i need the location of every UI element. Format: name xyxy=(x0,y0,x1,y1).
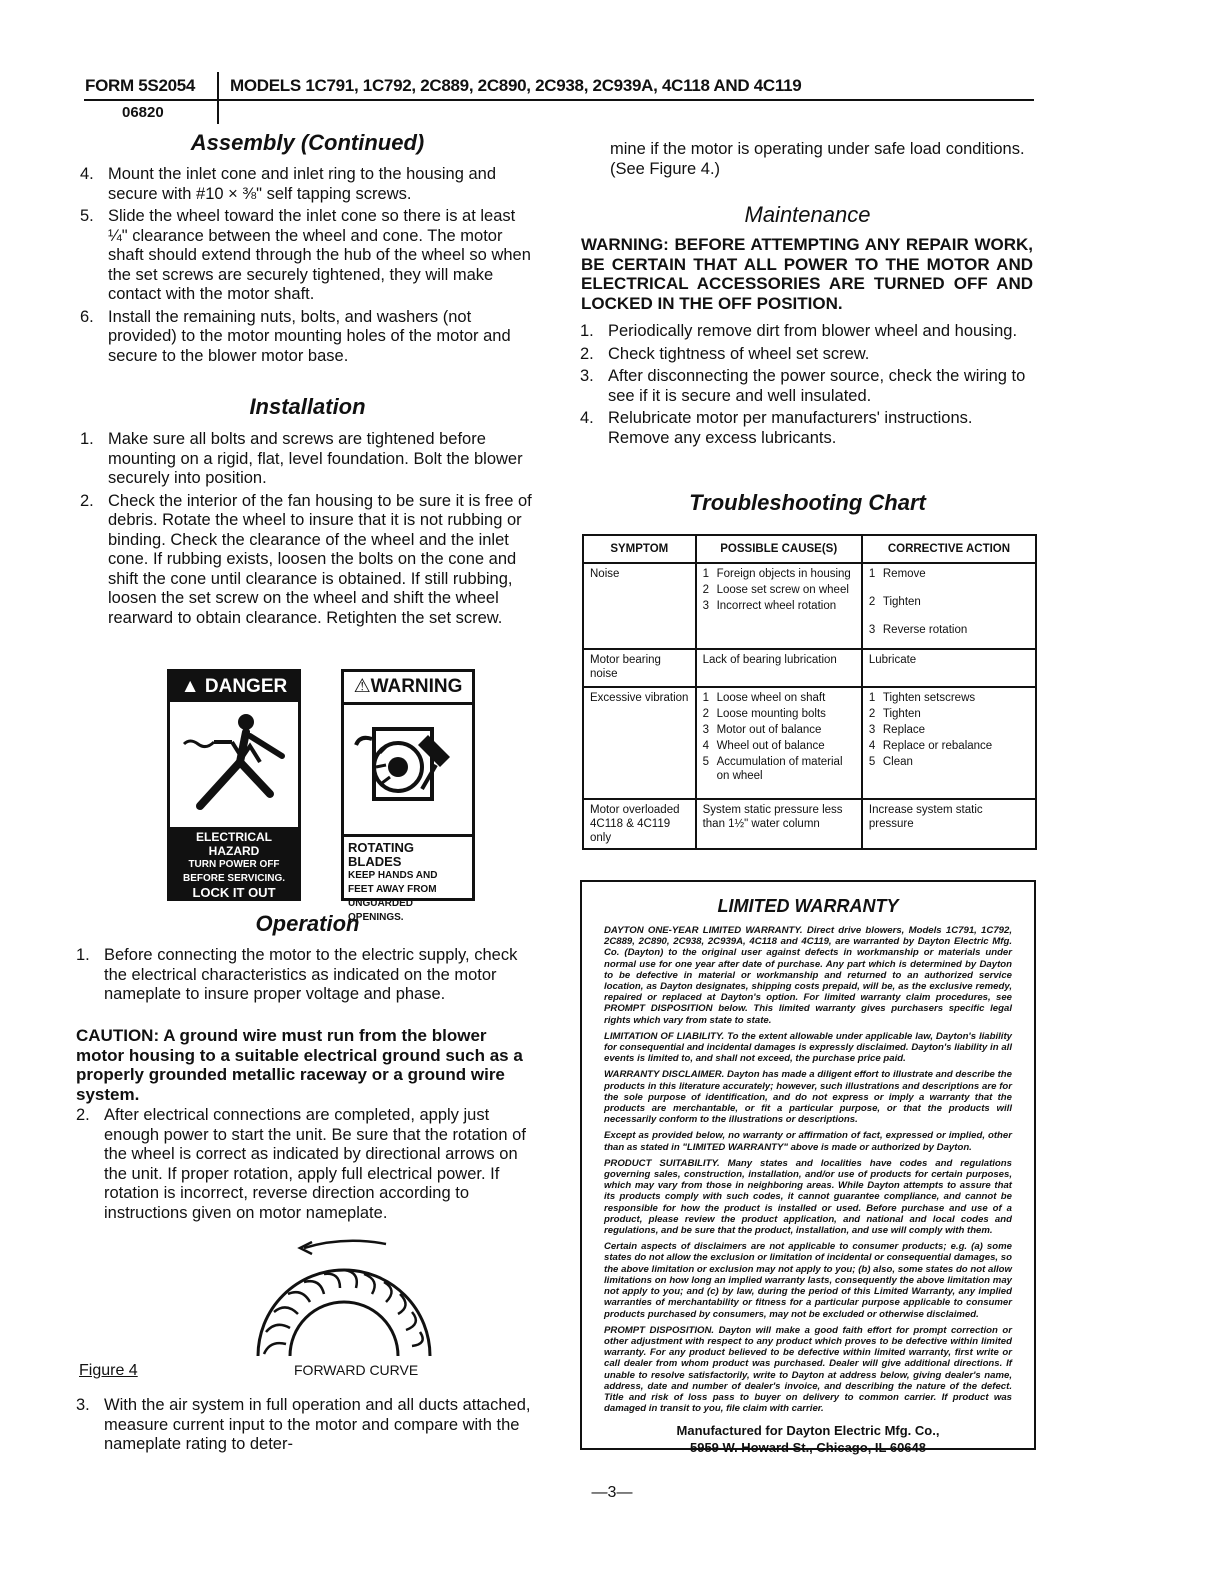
causes-cell: Lack of bearing lubrication xyxy=(696,649,862,687)
rotating-blades-icon xyxy=(344,705,472,829)
symptom-cell: Excessive vibration xyxy=(583,687,696,799)
warranty-paragraph: LIMITATION OF LIABILITY. To the extent allowable under applicable law, Dayton's liability for consequential and incidental damages is expressly disclaimed. Dayton's liability in all events is limited to, and shall not exceed, the purchase price paid. xyxy=(604,1030,1012,1065)
installation-title: Installation xyxy=(249,394,366,419)
warning-triangle-icon: ⚠ xyxy=(353,676,371,697)
assembly-title: Assembly (Continued) xyxy=(190,130,425,155)
symptom-cell: Motor overloaded 4C118 & 4C119 only xyxy=(583,799,696,849)
causes-cell: System static pressure less than 1½" water column xyxy=(696,799,862,849)
table-row xyxy=(583,799,1036,849)
list-item: 2. After electrical connections are completed, apply just enough power to start the unit. Be sure that the rotation of the wheel is correct as indicated by directional arrows on the unit. If proper rotation, apply full electrical power. If rotation is incorrect, reverse direction according to instructions given on motor nameplate. xyxy=(76,1106,526,1222)
form-code: 06820 xyxy=(122,104,164,121)
actions-cell: 1 Remove 2 Tighten 3 Reverse rotation xyxy=(862,563,1036,649)
figure-label: Figure 4 xyxy=(79,1362,138,1379)
column-header: CORRECTIVE ACTION xyxy=(862,535,1036,563)
danger-sign-footer: ELECTRICAL HAZARD TURN POWER OFF BEFORE SERVICING. LOCK IT OUT xyxy=(170,827,298,901)
list-item: 2. Check the interior of the fan housing to be sure it is free of debris. Rotate the wheel to insure that it is not rubbing or binding. Check the clearance of the wheel and the inlet cone. If rubbing exists, loosen the bolts on the cone and shift the cone until clearance is obtained. If still rubbing, loosen the set screw on the wheel and shift the wheel rearward to obtain clearance. Retighten the set screw. xyxy=(80,491,532,627)
warranty-paragraph: Certain aspects of disclaimers are not applicable to consumer products; e.g. (a) some states do not allow the exclusion or limitation of incidental or consequential damages, so the above limitation or exclusion may not apply to you; (b) also, some states do not allow limitations on how long an implied warranty lasts, consequently the above limitation may not apply to you; and (c) by law, during the period of this Limited Warranty, any implied warranties of merchantability or fitness for a particular purpose applicable to consumer products purchased by consumers, may not be excluded or otherwise disclaimed. xyxy=(604,1241,1012,1320)
warranty-paragraph: WARRANTY DISCLAIMER. Dayton has made a diligent effort to illustrate and describe the products in this literature accurately; however, such illustrations and descriptions are for the sole purpose of identification, and do not express or imply a warranty that the products are merchantable, or fit a particular purpose, or that the products will necessarily conform to the illustrations or descriptions. xyxy=(604,1069,1012,1126)
warranty-paragraph: PROMPT DISPOSITION. Dayton will make a good faith effort for prompt correction or other adjustment with respect to any product which proves to be defective within limited warranty. For any product believed to be defective within limited warranty, first write or call dealer from whom product was purchased. Dealer will give additional directions. If unable to resolve satisfactorily, write to Dayton at address below, giving dealer's name, address, date and number of dealer's invoice, and describing the nature of the defect. Title and risk of loss pass to buyer on delivery to common carrier. If product was damaged in transit to you, file claim with carrier. xyxy=(604,1324,1012,1415)
list-item: 1. Periodically remove dirt from blower wheel and housing. xyxy=(580,322,1018,340)
symptom-cell: Noise xyxy=(583,563,696,649)
troubleshooting-table xyxy=(582,534,1037,850)
warranty-title: LIMITED WARRANTY xyxy=(717,896,899,916)
warning-sign-header: ⚠WARNING xyxy=(344,672,472,705)
warning-sign-footer: ROTATING BLADES KEEP HANDS AND FEET AWAY FROM UNGUARDED OPENINGS. xyxy=(344,834,472,929)
danger-sign-header: ▲ DANGER xyxy=(170,672,298,702)
maintenance-title: Maintenance xyxy=(744,202,871,227)
list-item: 4. Relubricate motor per manufacturers' instructions. Remove any excess lubricants. xyxy=(580,409,973,447)
list-item: 3. With the air system in full operation and all ducts attached, measure current input to the motor and compare with the nameplate rating to deter- xyxy=(76,1396,531,1453)
symptom-cell: Motor bearing noise xyxy=(583,649,696,687)
table-row xyxy=(583,563,1036,649)
header-rule xyxy=(84,99,1034,101)
actions-cell: Lubricate xyxy=(862,649,1036,687)
warranty-paragraph: DAYTON ONE-YEAR LIMITED WARRANTY. Direct drive blowers, Models 1C791, 1C792, 2C889, 2C890, 2C938, 2C939A, 4C118 and 4C119, are warranted by Dayton Electric Mfg. Co. (Dayton) to the original user against defects in workmanship or materials under normal use for one year after date of purchase. Any part which is determined by Dayton to be defective in material or workmanship and returned to an authorized service location, as Dayton designates, shipping costs prepaid, will be, as the exclusive remedy, repaired or replaced at Dayton's option. For limited warranty claim procedures, see PROMPT DISPOSITION below. This limited warranty gives purchasers specific legal rights which vary from state to state. xyxy=(604,925,1012,1026)
warranty-paragraph: Except as provided below, no warranty or affirmation of fact, expressed or implied, other than as stated in "LIMITED WARRANTY" above is made or authorized by Dayton. xyxy=(604,1130,1012,1153)
page-number: —3— xyxy=(591,1484,633,1501)
assembly-steps xyxy=(80,165,536,369)
warranty-body xyxy=(582,925,1034,1414)
warning-sign xyxy=(341,669,475,923)
warranty-paragraph: PRODUCT SUITABILITY. Many states and localities have codes and regulations governing sales, construction, installation, and/or use of products for certain purposes, which may vary from those in neighboring areas. While Dayton attempts to assure that its products comply with such codes, it cannot guarantee compliance, and cannot be responsible for how the product is installed or used. Before purchase and use of a product, please review the product application, and national and local codes and regulations, and be sure that the product, installation, and use will comply with them. xyxy=(604,1157,1012,1237)
list-item: 4. Mount the inlet cone and inlet ring to the housing and secure with #10 × ⅜" self tapping screws. xyxy=(80,165,497,203)
header-divider xyxy=(217,72,219,124)
list-item: 3. After disconnecting the power source, check the wiring to see if it is secure and well insulated. xyxy=(580,367,1026,405)
operation-title: Operation xyxy=(255,911,360,936)
list-item: 2. Check tightness of wheel set screw. xyxy=(580,344,870,363)
figure-caption: FORWARD CURVE xyxy=(294,1362,419,1378)
causes-cell: 1 Foreign objects in housing 2 Loose set screw on wheel 3 Incorrect wheel rotation xyxy=(696,563,862,649)
table-row xyxy=(583,687,1036,799)
list-item: 5. Slide the wheel toward the inlet cone so there is at least ¼" clearance between the wheel and cone. The motor shaft should extend through the hub of the wheel so when the set screws are securely tightened, they will make contact with the motor shaft. xyxy=(80,207,531,303)
causes-cell: 1 Loose wheel on shaft 2 Loose mounting bolts 3 Motor out of balance 4 Wheel out of balance 5 Accumulation of material on wheel xyxy=(696,687,862,799)
operation-step-3 xyxy=(76,1396,532,1458)
maintenance-warning: WARNING: BEFORE ATTEMPTING ANY REPAIR WORK, BE CERTAIN THAT ALL POWER TO THE MOTOR AND ELECTRICAL ACCESSORIES ARE TURNED OFF AND LOCKED IN THE OFF POSITION. xyxy=(581,235,1033,313)
danger-sign xyxy=(167,669,301,901)
list-item: 1. Make sure all bolts and screws are tightened before mounting on a rigid, flat, level foundation. Bolt the blower securely into position. xyxy=(80,430,523,487)
warranty-box xyxy=(580,880,1036,1456)
column-header: SYMPTOM xyxy=(583,535,696,563)
actions-cell: 1 Tighten setscrews 2 Tighten 3 Replace 4 Replace or rebalance 5 Clean xyxy=(862,687,1036,799)
operation-step-3-continued: mine if the motor is operating under safe load conditions. (See Figure 4.) xyxy=(610,140,1025,178)
warning-triangle-icon: ▲ xyxy=(180,676,200,697)
operation-step-2 xyxy=(76,1106,532,1226)
form-number: FORM 5S2054 xyxy=(85,76,196,95)
models-heading: MODELS 1C791, 1C792, 2C889, 2C890, 2C938, 2C939A, 4C118 AND 4C119 xyxy=(230,76,802,95)
operation-step-1 xyxy=(76,946,532,1008)
caution-note: CAUTION: A ground wire must run from the blower motor housing to a suitable electrical ground such as a properly grounded metallic raceway or a ground wire system. xyxy=(76,1026,523,1104)
list-item: 6. Install the remaining nuts, bolts, and washers (not provided) to the motor mounting holes of the motor and secure to the blower motor base. xyxy=(80,307,511,365)
warranty-footer: Manufactured for Dayton Electric Mfg. Co., 5959 W. Howard St., Chicago, IL 60648 xyxy=(676,1423,940,1456)
forward-curve-wheel-diagram xyxy=(244,1232,444,1358)
actions-cell: Increase system static pressure xyxy=(862,799,1036,849)
table-header-row xyxy=(583,535,1036,563)
maintenance-steps xyxy=(580,322,1034,451)
electrocution-icon xyxy=(170,702,298,822)
column-header: POSSIBLE CAUSE(S) xyxy=(696,535,862,563)
troubleshooting-title: Troubleshooting Chart xyxy=(689,490,926,515)
installation-steps xyxy=(80,430,536,631)
table-row xyxy=(583,649,1036,687)
list-item: 1. Before connecting the motor to the electric supply, check the electrical characteristics as indicated on the motor nameplate to insure proper voltage and phase. xyxy=(76,946,518,1003)
